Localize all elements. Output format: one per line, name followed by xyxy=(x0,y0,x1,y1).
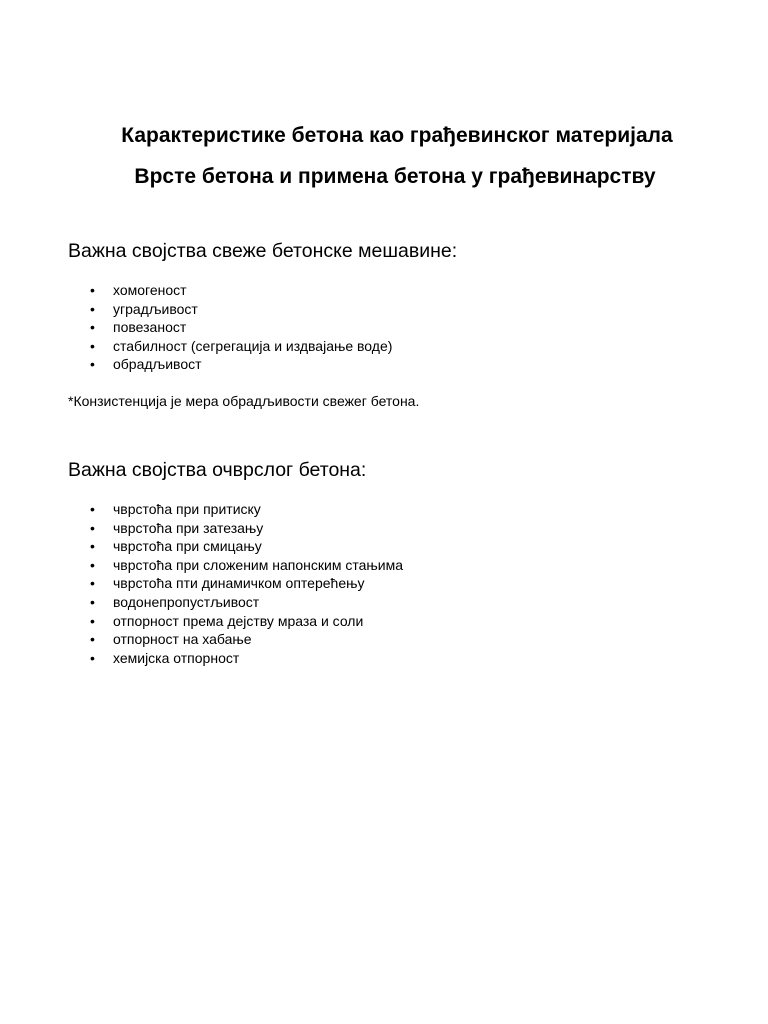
list-item-text: чврстоћа при смицању xyxy=(113,538,262,555)
list-item-text: чврстоћа при притиску xyxy=(113,501,261,517)
list-item xyxy=(68,318,392,337)
list-item-text: отпорност на хабање xyxy=(113,631,252,648)
list-item-text: уградљивост xyxy=(113,300,198,317)
bullet-icon: • xyxy=(90,282,95,298)
bullet-icon: • xyxy=(90,593,95,610)
list-item xyxy=(68,593,403,612)
list-item xyxy=(68,300,392,319)
list-item-text: повезаност xyxy=(113,319,187,336)
list-item-text: чврстоћа при затезању xyxy=(113,519,264,536)
list-item xyxy=(68,519,403,538)
document-subtitle: Врсте бетона и примена бетона у грађевинарству xyxy=(134,165,656,188)
list-item-text: обрадљивост xyxy=(113,356,202,373)
bullet-icon: • xyxy=(90,337,95,354)
list-item xyxy=(68,649,403,668)
list-item xyxy=(68,355,392,374)
bullet-icon: • xyxy=(90,519,95,536)
bullet-icon: • xyxy=(90,612,95,629)
bullet-icon: • xyxy=(90,649,95,666)
list-item-text: отпорност према дејству мраза и соли xyxy=(113,612,364,629)
list-item xyxy=(68,556,403,575)
document-title: Карактеристике бетона као грађевинског материјала xyxy=(121,124,673,147)
hardened-concrete-properties-list xyxy=(68,500,403,667)
hardened-concrete-heading: Важна својства очврслог бетона: xyxy=(68,459,367,481)
bullet-icon: • xyxy=(90,319,95,336)
list-item xyxy=(68,537,403,556)
bullet-icon: • xyxy=(90,556,95,573)
list-item xyxy=(68,337,392,356)
list-item-text: чврстоћа пти динамичком оптерећењу xyxy=(113,575,365,592)
consistency-note: *Конзистенција је мера обрадљивости свежег бетона. xyxy=(68,393,420,409)
list-item xyxy=(68,281,392,300)
list-item-text: хомогеност xyxy=(113,282,187,298)
bullet-icon: • xyxy=(90,300,95,317)
list-item-text: чврстоћа при сложеним напонским стањима xyxy=(113,556,403,573)
list-item-text: стабилност (сегрегација и издвајање воде) xyxy=(113,337,393,354)
list-item xyxy=(68,630,403,649)
bullet-icon: • xyxy=(90,631,95,648)
bullet-icon: • xyxy=(90,356,95,373)
fresh-concrete-heading: Важна својства свеже бетонске мешавине: xyxy=(68,240,458,262)
list-item-text: хемијска отпорност xyxy=(113,649,240,666)
list-item-text: водонепропустљивост xyxy=(113,593,260,610)
list-item xyxy=(68,612,403,631)
bullet-icon: • xyxy=(90,501,95,517)
list-item xyxy=(68,500,403,519)
bullet-icon: • xyxy=(90,538,95,555)
fresh-concrete-properties-list xyxy=(68,281,392,374)
bullet-icon: • xyxy=(90,575,95,592)
list-item xyxy=(68,574,403,593)
